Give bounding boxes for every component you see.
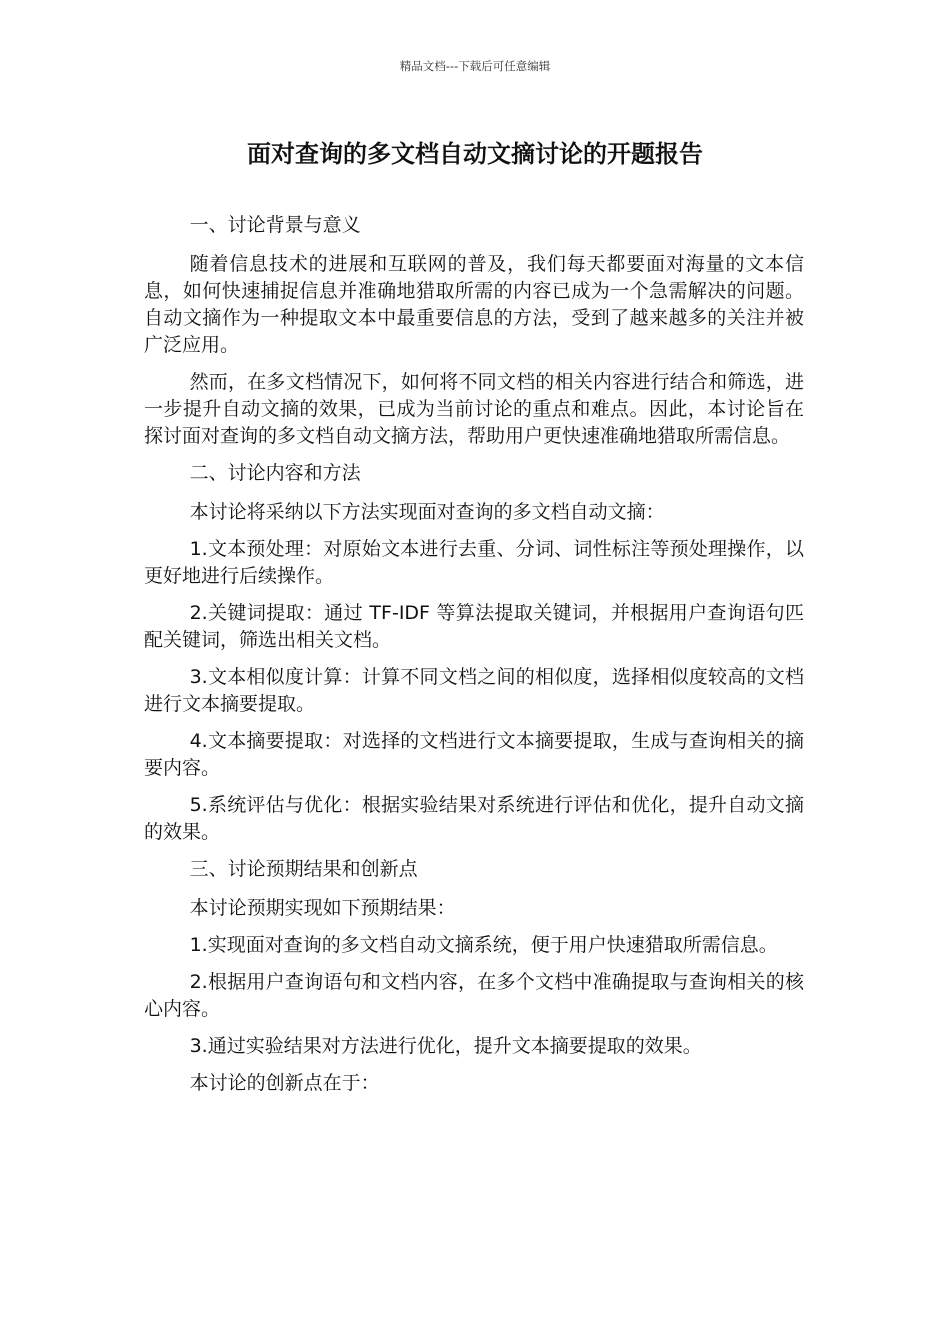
list-item-method-2: 2.关键词提取：通过 TF-IDF 等算法提取关键词，并根据用户查询语句匹配关键词，筛选出相关文档。 [144, 602, 804, 651]
list-item-result-3: 3.通过实验结果对方法进行优化，提升文本摘要提取的效果。 [189, 1035, 702, 1057]
list-item-method-3: 3.文本相似度计算：计算不同文档之间的相似度，选择相似度较高的文档进行文本摘要提取。 [144, 666, 804, 715]
section-heading-methods: 二、讨论内容和方法 [189, 462, 361, 484]
paragraph-background-1: 随着信息技术的进展和互联网的普及，我们每天都要面对海量的文本信息，如何快速捕捉信息并准确地猎取所需的内容已成为一个急需解决的问题。自动文摘作为一种提取文本中最重要信息的方法，受到了越来越多的关注并被广泛应用。 [144, 253, 804, 356]
list-item-method-1: 1.文本预处理：对原始文本进行去重、分词、词性标注等预处理操作，以更好地进行后续操作。 [144, 538, 804, 587]
document-title: 面对查询的多文档自动文摘讨论的开题报告 [247, 140, 703, 168]
list-item-result-2: 2.根据用户查询语句和文档内容，在多个文档中准确提取与查询相关的核心内容。 [144, 971, 804, 1020]
list-item-result-1: 1.实现面对查询的多文档自动文摘系统，便于用户快速猎取所需信息。 [189, 934, 778, 956]
document-body [144, 212, 804, 1107]
section-heading-background: 一、讨论背景与意义 [189, 214, 361, 236]
header-note: 精品文档---下载后可任意编辑 [399, 59, 551, 73]
paragraph-methods-intro: 本讨论将采纳以下方法实现面对查询的多文档自动文摘： [189, 501, 665, 523]
section-heading-results: 三、讨论预期结果和创新点 [189, 858, 418, 880]
list-item-method-4: 4.文本摘要提取：对选择的文档进行文本摘要提取，生成与查询相关的摘要内容。 [144, 730, 804, 779]
paragraph-results-intro: 本讨论预期实现如下预期结果： [189, 897, 456, 919]
paragraph-background-2: 然而，在多文档情况下，如何将不同文档的相关内容进行结合和筛选，进一步提升自动文摘的效果，已成为当前讨论的重点和难点。因此，本讨论旨在探讨面对查询的多文档自动文摘方法，帮助用户更快速准确地猎取所需信息。 [144, 371, 804, 447]
list-item-method-5: 5.系统评估与优化：根据实验结果对系统进行评估和优化，提升自动文摘的效果。 [144, 794, 804, 843]
paragraph-innovation-intro: 本讨论的创新点在于： [189, 1072, 380, 1094]
